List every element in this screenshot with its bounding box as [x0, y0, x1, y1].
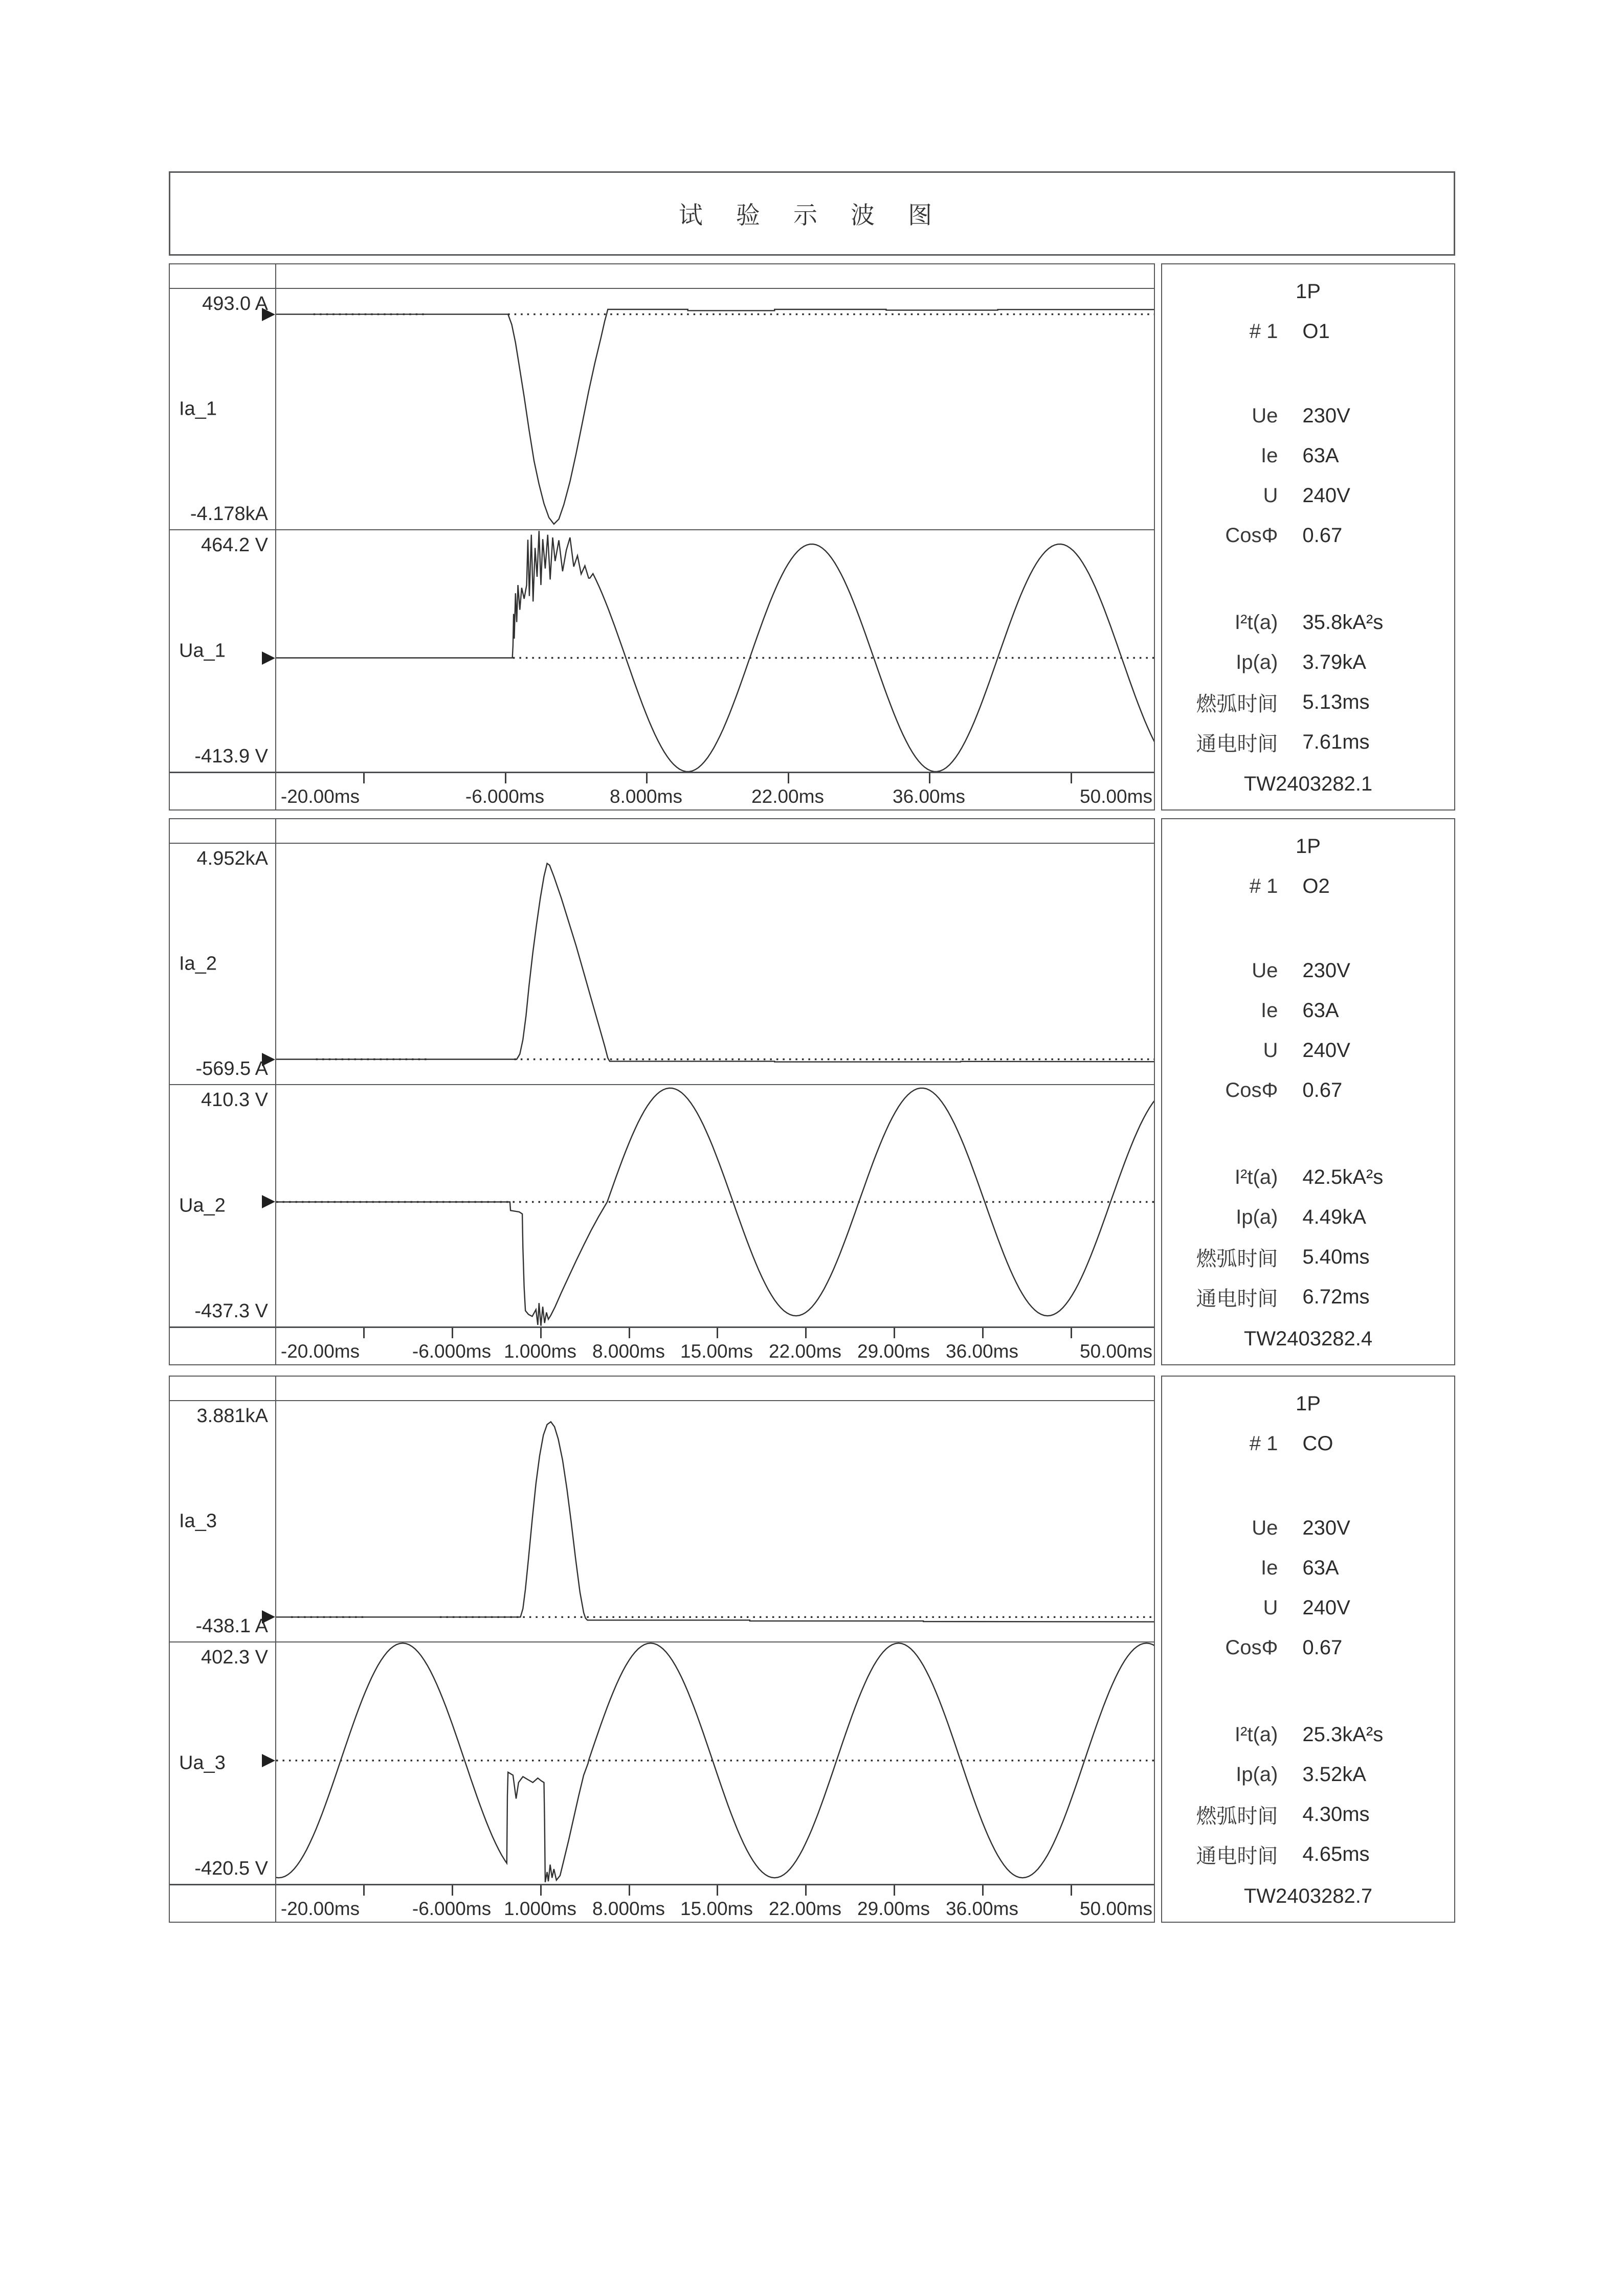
channel-name-label: Ia_3	[179, 1510, 217, 1532]
axis-tick	[505, 773, 506, 783]
info-panel-1	[1161, 263, 1455, 811]
axis-tick-label: 8.000ms	[592, 1898, 665, 1919]
result-label: 通电时间	[1196, 1844, 1278, 1867]
param-value: 0.67	[1302, 1636, 1343, 1659]
spacer	[1162, 351, 1454, 396]
axis-tick-label: 1.000ms	[504, 1341, 576, 1362]
axis-tick	[894, 1328, 895, 1338]
scale-max-label: 464.2 V	[201, 534, 268, 556]
param-label: CosΦ	[1225, 524, 1278, 547]
result-value: 35.8kA²s	[1302, 611, 1384, 634]
voltage-waveform-chart	[276, 530, 1154, 772]
zero-marker-arrow	[262, 1610, 275, 1624]
chart-grid-1	[170, 264, 1154, 809]
param-label: CosΦ	[1225, 1078, 1278, 1101]
spacer	[1162, 906, 1454, 951]
result-label: 通电时间	[1196, 732, 1278, 755]
axis-tick	[452, 1885, 453, 1896]
axis-tick-label: 36.00ms	[893, 786, 965, 807]
axis-tick-label: -20.00ms	[280, 1898, 360, 1919]
param-value: 0.67	[1302, 1078, 1343, 1101]
current-plot	[276, 844, 1154, 1085]
header-strip	[276, 819, 1154, 844]
report-number: TW2403282.4	[1243, 1327, 1373, 1350]
info-panel-3	[1161, 1376, 1455, 1923]
result-value: 6.72ms	[1302, 1285, 1370, 1308]
param-value: 63A	[1302, 444, 1339, 467]
header-strip-left	[170, 819, 276, 844]
result-label: I²t(a)	[1234, 611, 1278, 634]
axis-tick-label: -6.000ms	[412, 1341, 492, 1362]
spacer	[1162, 555, 1454, 602]
voltage-label-column	[170, 530, 276, 773]
result-label: 燃弧时间	[1196, 1247, 1278, 1270]
voltage-label-column	[170, 1085, 276, 1328]
axis-tick	[1071, 1328, 1072, 1338]
voltage-label-column	[170, 1642, 276, 1885]
current-plot	[276, 289, 1154, 530]
axis-tick-label: -6.000ms	[465, 786, 545, 807]
report-title-box	[169, 171, 1455, 256]
channel-name-label: Ua_1	[179, 640, 226, 662]
result-value: 25.3kA²s	[1302, 1723, 1384, 1746]
result-label: Ip(a)	[1236, 1763, 1278, 1786]
axis-tick-label: 50.00ms	[1080, 1341, 1152, 1362]
axis-tick	[363, 1328, 365, 1338]
result-label: Ip(a)	[1236, 1205, 1278, 1228]
channel-name-label: Ua_3	[179, 1752, 226, 1774]
axis-tick-label: 22.00ms	[751, 786, 824, 807]
param-label: Ue	[1252, 1516, 1278, 1539]
info-panel-2	[1161, 818, 1455, 1365]
result-label: 通电时间	[1196, 1287, 1278, 1310]
oscillogram-block-1	[169, 263, 1155, 811]
spacer	[1162, 1464, 1454, 1508]
param-label: Ie	[1261, 1556, 1278, 1579]
phase-label: 1P	[1296, 1392, 1321, 1415]
voltage-plot	[276, 530, 1154, 773]
axis-tick	[805, 1328, 807, 1338]
spacer	[1162, 1110, 1454, 1157]
axis-tick	[540, 1885, 542, 1896]
scale-min-label: -4.178kA	[190, 503, 268, 525]
axis-tick	[363, 773, 365, 783]
chart-grid-2	[170, 819, 1154, 1364]
header-strip-left	[170, 1377, 276, 1401]
result-label: Ip(a)	[1236, 650, 1278, 673]
voltage-plot	[276, 1085, 1154, 1328]
current-label-column	[170, 844, 276, 1085]
axis-tick-label: 22.00ms	[769, 1898, 841, 1919]
header-strip	[276, 264, 1154, 289]
axis-tick-label: 29.00ms	[857, 1898, 930, 1919]
param-label: Ie	[1261, 999, 1278, 1022]
param-value: 240V	[1302, 1039, 1350, 1062]
axis-tick-label: 29.00ms	[857, 1341, 930, 1362]
channel-name-label: Ua_2	[179, 1195, 226, 1217]
axis-tick-label: 22.00ms	[769, 1341, 841, 1362]
scale-max-label: 402.3 V	[201, 1647, 268, 1668]
scale-min-label: -569.5 A	[195, 1058, 268, 1079]
zero-marker-arrow	[262, 1754, 275, 1767]
param-value: 240V	[1302, 1596, 1350, 1619]
zero-marker-arrow	[262, 651, 275, 665]
axis-tick	[788, 773, 789, 783]
scale-max-label: 493.0 A	[202, 293, 268, 314]
axis-tick	[1071, 773, 1072, 783]
zero-marker-arrow	[262, 1053, 275, 1066]
test-sequence-value: O1	[1302, 320, 1330, 343]
scale-min-label: -438.1 A	[195, 1615, 268, 1637]
phase-label: 1P	[1296, 280, 1321, 303]
result-value: 7.61ms	[1302, 730, 1370, 753]
axis-tick-label: 1.000ms	[504, 1898, 576, 1919]
param-value: 63A	[1302, 1556, 1339, 1579]
axis-tick-label: 50.00ms	[1080, 786, 1152, 807]
param-value: 230V	[1302, 959, 1350, 982]
param-value: 240V	[1302, 484, 1350, 507]
param-label: Ue	[1252, 404, 1278, 427]
current-label-column	[170, 289, 276, 530]
result-label: 燃弧时间	[1196, 692, 1278, 715]
axis-tick-label: 36.00ms	[946, 1898, 1018, 1919]
report-number: TW2403282.1	[1243, 772, 1373, 795]
axis-row-left	[170, 1885, 276, 1922]
current-waveform-chart	[276, 1401, 1154, 1641]
axis-tick-label: 8.000ms	[610, 786, 682, 807]
test-number-label: # 1	[1249, 874, 1278, 897]
result-label: 燃弧时间	[1196, 1805, 1278, 1828]
axis-tick-label: 15.00ms	[680, 1898, 753, 1919]
axis-tick	[540, 1328, 542, 1338]
scale-min-label: -420.5 V	[194, 1858, 268, 1879]
axis-tick	[1071, 1885, 1072, 1896]
channel-name-label: Ia_1	[179, 398, 217, 420]
voltage-plot	[276, 1642, 1154, 1885]
phase-label: 1P	[1296, 835, 1321, 858]
axis-tick	[982, 1328, 984, 1338]
axis-tick	[894, 1885, 895, 1896]
result-value: 3.52kA	[1302, 1763, 1366, 1786]
axis-tick	[629, 1328, 630, 1338]
test-number-label: # 1	[1249, 320, 1278, 343]
zero-marker-arrow	[262, 308, 275, 321]
current-waveform-chart	[276, 289, 1154, 529]
result-value: 42.5kA²s	[1302, 1165, 1384, 1188]
scale-max-label: 3.881kA	[196, 1405, 268, 1427]
param-value: 0.67	[1302, 524, 1343, 547]
time-axis	[276, 1885, 1154, 1922]
axis-tick	[929, 773, 930, 783]
axis-tick	[805, 1885, 807, 1896]
axis-tick-label: 36.00ms	[946, 1341, 1018, 1362]
axis-row-left	[170, 1328, 276, 1364]
page-title: 试 验 示 波 图	[678, 201, 946, 229]
result-value: 5.40ms	[1302, 1245, 1370, 1268]
time-axis	[276, 773, 1154, 809]
test-sequence-value: O2	[1302, 874, 1330, 897]
report-number: TW2403282.7	[1243, 1884, 1373, 1907]
axis-tick	[646, 773, 648, 783]
param-label: U	[1263, 1039, 1278, 1062]
voltage-waveform-chart	[276, 1085, 1154, 1326]
result-value: 4.49kA	[1302, 1205, 1366, 1228]
param-label: Ie	[1261, 444, 1278, 467]
param-label: U	[1263, 1596, 1278, 1619]
result-label: I²t(a)	[1234, 1165, 1278, 1188]
axis-tick-label: -6.000ms	[412, 1898, 492, 1919]
test-number-label: # 1	[1249, 1432, 1278, 1455]
result-value: 3.79kA	[1302, 650, 1366, 673]
axis-tick-label: 8.000ms	[592, 1341, 665, 1362]
current-plot	[276, 1401, 1154, 1642]
test-sequence-value: CO	[1302, 1432, 1333, 1455]
header-strip	[276, 1377, 1154, 1401]
result-value: 4.65ms	[1302, 1842, 1370, 1865]
result-label: I²t(a)	[1234, 1723, 1278, 1746]
result-value: 5.13ms	[1302, 690, 1370, 713]
axis-tick	[717, 1328, 718, 1338]
axis-tick-label: -20.00ms	[280, 1341, 360, 1362]
voltage-waveform-chart	[276, 1642, 1154, 1884]
oscillogram-block-3	[169, 1376, 1155, 1923]
axis-tick	[982, 1885, 984, 1896]
spacer	[1162, 1668, 1454, 1715]
axis-tick	[629, 1885, 630, 1896]
chart-grid-3	[170, 1377, 1154, 1922]
scale-min-label: -413.9 V	[194, 746, 268, 767]
param-label: Ue	[1252, 959, 1278, 982]
param-value: 230V	[1302, 404, 1350, 427]
param-label: U	[1263, 484, 1278, 507]
axis-tick-label: 15.00ms	[680, 1341, 753, 1362]
axis-tick	[452, 1328, 453, 1338]
current-waveform-chart	[276, 844, 1154, 1084]
axis-tick-label: 50.00ms	[1080, 1898, 1152, 1919]
param-value: 230V	[1302, 1516, 1350, 1539]
channel-name-label: Ia_2	[179, 953, 217, 975]
header-strip-left	[170, 264, 276, 289]
oscillogram-block-2	[169, 818, 1155, 1365]
axis-row-left	[170, 773, 276, 809]
result-value: 4.30ms	[1302, 1803, 1370, 1826]
time-axis	[276, 1328, 1154, 1364]
param-label: CosΦ	[1225, 1636, 1278, 1659]
axis-tick	[363, 1885, 365, 1896]
axis-tick-label: -20.00ms	[280, 786, 360, 807]
scale-max-label: 410.3 V	[201, 1089, 268, 1111]
zero-marker-arrow	[262, 1195, 275, 1208]
current-label-column	[170, 1401, 276, 1642]
scale-min-label: -437.3 V	[194, 1300, 268, 1322]
param-value: 63A	[1302, 999, 1339, 1022]
axis-tick	[717, 1885, 718, 1896]
scale-max-label: 4.952kA	[196, 848, 268, 869]
